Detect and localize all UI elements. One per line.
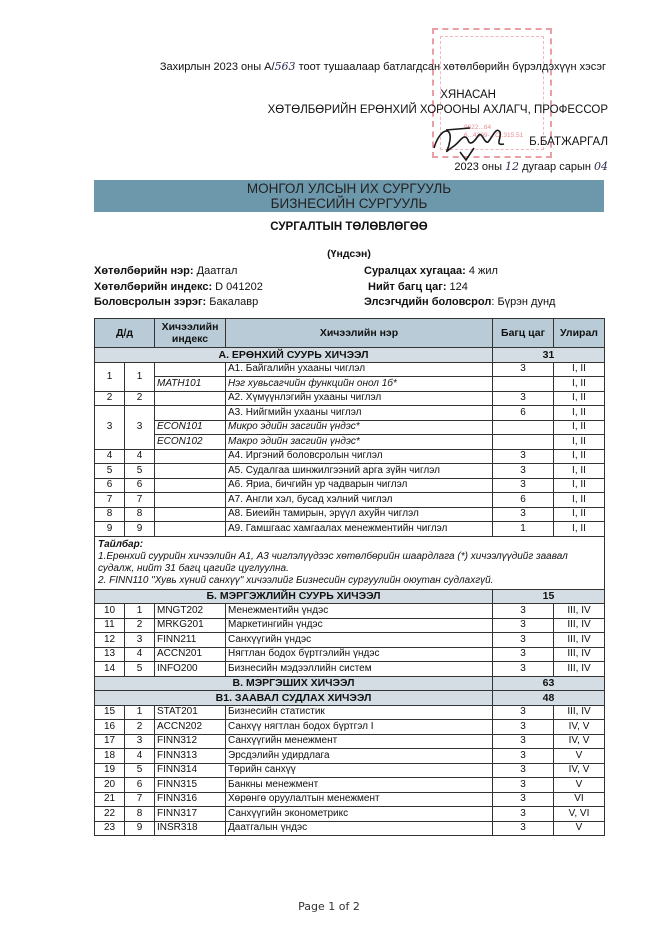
course-name: Нэг хувьсагчийн функцийн онол 1б* — [226, 377, 493, 392]
table-row — [95, 792, 605, 807]
course-semester: I, II — [554, 406, 605, 421]
course-name: Даатгалын үндэс — [226, 821, 493, 836]
table-row — [95, 778, 605, 793]
course-name: А4. Иргэний боловсролын чиглэл — [226, 449, 493, 464]
approval-block — [268, 88, 608, 118]
course-name: Санхүүгийн менежмент — [226, 734, 493, 749]
course-code: FINN315 — [155, 778, 226, 793]
course-credits: 3 — [493, 604, 554, 619]
row-subnumber: 8 — [125, 807, 155, 822]
course-code — [155, 478, 226, 493]
row-number: 4 — [95, 449, 125, 464]
table-row — [95, 493, 605, 508]
entry-row — [364, 295, 555, 311]
table-row — [95, 734, 605, 749]
row-number: 10 — [95, 604, 125, 619]
course-credits: 3 — [493, 662, 554, 677]
course-code — [155, 406, 226, 421]
approver-title: ХӨТӨЛБӨРИЙН ЕРӨНХИЙ ХОРООНЫ АХЛАГЧ, ПРОФЕССОР — [267, 104, 608, 116]
course-code — [155, 522, 226, 537]
row-subnumber: 6 — [125, 478, 155, 493]
course-code — [155, 391, 226, 406]
course-semester: III, IV — [554, 604, 605, 619]
course-name: Нягтлан бодох бүртгэлийн үндэс — [226, 647, 493, 662]
row-subnumber: 2 — [125, 618, 155, 633]
course-credits: 3 — [493, 720, 554, 735]
course-credits: 3 — [493, 763, 554, 778]
row-subnumber: 1 — [125, 705, 155, 720]
row-subnumber: 2 — [125, 391, 155, 406]
course-name: Санхүүгийн эконометрикс — [226, 807, 493, 822]
university-name: МОНГОЛ УЛСЫН ИХ СУРГУУЛЬ — [246, 181, 452, 196]
course-name: А7. Англи хэл, бусад хэлний чиглэл — [226, 493, 493, 508]
degree-label: Боловсролын зэрэг: — [94, 296, 207, 308]
row-subnumber: 4 — [125, 449, 155, 464]
row-subnumber: 5 — [125, 763, 155, 778]
row-subnumber: 3 — [125, 633, 155, 648]
table-row — [95, 522, 605, 537]
course-name: Макро эдийн засгийн үндэс* — [226, 435, 493, 450]
course-name: А9. Гамшгаас хамгаалах менежментийн чиглэл — [226, 522, 493, 537]
course-semester: V — [554, 821, 605, 836]
course-semester: IV, V — [554, 720, 605, 735]
section-a-credits: 31 — [493, 348, 605, 363]
course-code: FINN313 — [155, 749, 226, 764]
curriculum-table — [94, 318, 605, 836]
course-semester: I, II — [554, 522, 605, 537]
note-line-2: 2. FINN110 "Хувь хүний санхүү" хичээлийг Бизнесийн сургуулийн оюутан судлахгүй. — [98, 574, 494, 586]
date-month-label: дугаар сарын — [522, 161, 591, 173]
section-b-title: Б. МЭРГЭЖЛИЙН СУУРЬ ХИЧЭЭЛ — [95, 589, 493, 604]
table-row — [95, 377, 605, 392]
course-code: MATH101 — [155, 377, 226, 392]
course-credits: 3 — [493, 749, 554, 764]
section-v-credits: 63 — [493, 676, 605, 691]
table-row — [95, 391, 605, 406]
row-subnumber: 3 — [125, 406, 155, 450]
course-name: А2. Хүмүүнлэгийн ухааны чиглэл — [226, 391, 493, 406]
row-number: 8 — [95, 507, 125, 522]
row-subnumber: 2 — [125, 720, 155, 735]
row-number: 15 — [95, 705, 125, 720]
course-credits: 3 — [493, 449, 554, 464]
course-name: А1. Байгалийн ухааны чиглэл — [226, 362, 493, 377]
signer-name: Б.БАТЖАРГАЛ — [529, 136, 608, 148]
course-semester: V, VI — [554, 807, 605, 822]
course-name: Бизнесийн мэдээллийн систем — [226, 662, 493, 677]
note-line-1: 1.Ерөнхий суурийн хичээлийн А1, А3 чиглэлүүдээс хөтөлбөрийн шаардлага (*) хичээлүүдийг заавал судалж, нийт 31 багц цагийг цуглуулна. — [98, 550, 568, 574]
table-row — [95, 749, 605, 764]
course-code: ACCN201 — [155, 647, 226, 662]
course-semester: III, IV — [554, 705, 605, 720]
course-code: MRKG201 — [155, 618, 226, 633]
table-row — [95, 821, 605, 836]
section-a-title: А. ЕРӨНХИЙ СУУРЬ ХИЧЭЭЛ — [95, 348, 493, 363]
course-credits: 3 — [493, 633, 554, 648]
course-semester: III, IV — [554, 662, 605, 677]
course-name: А3. Нийгмийн ухааны чиглэл — [226, 406, 493, 421]
row-subnumber: 4 — [125, 647, 155, 662]
row-number: 16 — [95, 720, 125, 735]
note-title: Тайлбар: — [98, 538, 144, 550]
row-number: 20 — [95, 778, 125, 793]
row-number: 6 — [95, 478, 125, 493]
table-row — [95, 435, 605, 450]
course-semester: I, II — [554, 362, 605, 377]
course-semester: I, II — [554, 420, 605, 435]
university-banner — [94, 180, 604, 212]
document-title: СУРГАЛТЫН ТӨЛӨВЛӨГӨӨ — [270, 221, 428, 233]
table-row — [95, 807, 605, 822]
course-name: Эрсдэлийн удирдлага — [226, 749, 493, 764]
row-number: 7 — [95, 493, 125, 508]
course-credits: 6 — [493, 406, 554, 421]
course-code: FINN211 — [155, 633, 226, 648]
course-code: STAT201 — [155, 705, 226, 720]
school-name: БИЗНЕСИЙН СУРГУУЛЬ — [270, 196, 428, 211]
row-number: 23 — [95, 821, 125, 836]
course-semester: I, II — [554, 478, 605, 493]
table-header-row — [95, 319, 605, 348]
course-semester: III, IV — [554, 618, 605, 633]
stamp-code-line-2: 6...4309-...С..315.51 — [464, 132, 524, 139]
course-credits: 3 — [493, 362, 554, 377]
degree-value: Бакалавр — [206, 296, 259, 308]
course-name: Микро эдийн засгийн үндэс* — [226, 420, 493, 435]
date-year: 2023 оны — [454, 161, 502, 173]
note-cell — [95, 536, 605, 589]
program-index-value: D 041202 — [212, 280, 263, 293]
course-credits — [493, 377, 554, 392]
row-subnumber: 6 — [125, 778, 155, 793]
section-row — [95, 348, 605, 363]
section-v-title: В. МЭРГЭШИХ ХИЧЭЭЛ — [95, 676, 493, 691]
approved-label: ХЯНАСАН — [440, 89, 496, 101]
decree-number: 563 — [274, 60, 296, 73]
credits-label: Нийт багц цаг: — [368, 280, 447, 293]
course-credits: 3 — [493, 507, 554, 522]
course-name: Санхүүгийн үндэс — [226, 633, 493, 648]
course-credits: 3 — [493, 618, 554, 633]
table-row — [95, 647, 605, 662]
table-row — [95, 449, 605, 464]
credits-row — [364, 280, 555, 296]
course-credits — [493, 435, 554, 450]
header-semester: Улирал — [554, 319, 605, 348]
row-subnumber: 1 — [125, 362, 155, 391]
row-subnumber: 1 — [125, 604, 155, 619]
section-row — [95, 691, 605, 706]
course-code: INFO200 — [155, 662, 226, 677]
row-subnumber: 9 — [125, 522, 155, 537]
decree-prefix: Захирлын 2023 оны А/ — [159, 61, 275, 73]
course-code: MNGT202 — [155, 604, 226, 619]
header-credits: Багц цаг — [493, 319, 554, 348]
page-number: Page 1 of 2 — [298, 900, 360, 913]
row-subnumber: 7 — [125, 792, 155, 807]
row-number: 22 — [95, 807, 125, 822]
course-semester: I, II — [554, 507, 605, 522]
course-code: ECON102 — [155, 435, 226, 450]
course-credits: 3 — [493, 705, 554, 720]
course-code: ECON101 — [155, 420, 226, 435]
row-number: 14 — [95, 662, 125, 677]
header-index: Хичээлийн индекс — [155, 319, 226, 348]
program-index-label: Хөтөлбөрийн индекс: — [94, 280, 213, 293]
course-credits: 3 — [493, 391, 554, 406]
course-semester: I, II — [554, 377, 605, 392]
course-semester: I, II — [554, 435, 605, 450]
duration-value: 4 жил — [465, 265, 498, 277]
course-credits: 3 — [493, 478, 554, 493]
row-subnumber: 9 — [125, 821, 155, 836]
course-credits: 3 — [493, 807, 554, 822]
row-subnumber: 5 — [125, 464, 155, 479]
table-row — [95, 705, 605, 720]
course-name: Маркетингийн үндэс — [226, 618, 493, 633]
note-row — [95, 536, 605, 589]
course-semester: V — [554, 749, 605, 764]
section-row — [95, 589, 605, 604]
course-name: А8. Биеийн тамирын, эрүүл ахуйн чиглэл — [226, 507, 493, 522]
row-number: 3 — [95, 406, 125, 450]
row-subnumber: 4 — [125, 749, 155, 764]
row-subnumber: 5 — [125, 662, 155, 677]
course-code — [155, 464, 226, 479]
table-row — [95, 464, 605, 479]
row-number: 1 — [95, 362, 125, 391]
table-row — [95, 604, 605, 619]
program-name-value: Даатгал — [193, 265, 238, 277]
row-number: 9 — [95, 522, 125, 537]
course-credits: 3 — [493, 792, 554, 807]
table-row — [95, 478, 605, 493]
header-name: Хичээлийн нэр — [226, 319, 493, 348]
course-credits: 3 — [493, 734, 554, 749]
decree-line — [130, 60, 606, 73]
table-row — [95, 618, 605, 633]
approval-date — [454, 160, 608, 173]
signature-icon — [430, 118, 520, 162]
table-row — [95, 406, 605, 421]
program-name-row — [94, 264, 263, 280]
row-number: 21 — [95, 792, 125, 807]
course-name: Төрийн санхүү — [226, 763, 493, 778]
course-semester: III, IV — [554, 633, 605, 648]
date-month: 12 — [505, 160, 520, 173]
header-num: Д/д — [95, 319, 155, 348]
course-credits: 3 — [493, 464, 554, 479]
table-row — [95, 362, 605, 377]
course-name: Хөрөнгө оруулалтын менежмент — [226, 792, 493, 807]
course-credits: 1 — [493, 522, 554, 537]
table-row — [95, 720, 605, 735]
duration-label: Суралцах хугацаа: — [364, 265, 466, 277]
course-code: FINN317 — [155, 807, 226, 822]
course-name: А6. Яриа, бичгийн ур чадварын чиглэл — [226, 478, 493, 493]
program-name-label: Хөтөлбөрийн нэр: — [94, 265, 194, 277]
row-number: 13 — [95, 647, 125, 662]
date-day: 04 — [594, 160, 608, 173]
row-number: 19 — [95, 763, 125, 778]
row-number: 2 — [95, 391, 125, 406]
course-semester: IV, V — [554, 763, 605, 778]
course-credits — [493, 420, 554, 435]
row-subnumber: 8 — [125, 507, 155, 522]
course-semester: I, II — [554, 449, 605, 464]
course-semester: I, II — [554, 391, 605, 406]
course-semester: I, II — [554, 464, 605, 479]
entry-value: : Бүрэн дунд — [491, 296, 556, 308]
course-code: FINN312 — [155, 734, 226, 749]
section-row — [95, 676, 605, 691]
course-code — [155, 493, 226, 508]
course-name: Бизнесийн статистик — [226, 705, 493, 720]
document-subtitle: (Үндсэн) — [327, 248, 371, 260]
credits-value: 124 — [446, 280, 468, 293]
program-meta-right — [364, 264, 555, 311]
course-name: Санхүү нягтлан бодох бүртгэл I — [226, 720, 493, 735]
row-number: 12 — [95, 633, 125, 648]
course-name: А5. Судалгаа шинжилгээний арга зүйн чиглэл — [226, 464, 493, 479]
course-code — [155, 507, 226, 522]
row-number: 5 — [95, 464, 125, 479]
course-semester: VI — [554, 792, 605, 807]
section-b-credits: 15 — [493, 589, 605, 604]
degree-row — [94, 295, 263, 311]
course-credits: 3 — [493, 821, 554, 836]
course-code — [155, 449, 226, 464]
course-semester: V — [554, 778, 605, 793]
table-row — [95, 507, 605, 522]
section-v1-credits: 48 — [493, 691, 605, 706]
duration-row — [364, 264, 555, 280]
course-code — [155, 362, 226, 377]
program-index-row — [94, 280, 263, 296]
course-name: Банкны менежмент — [226, 778, 493, 793]
row-subnumber: 3 — [125, 734, 155, 749]
course-code: FINN316 — [155, 792, 226, 807]
entry-label: Элсэгчдийн боловсрол — [364, 296, 492, 308]
row-subnumber: 7 — [125, 493, 155, 508]
course-name: Менежментийн үндэс — [226, 604, 493, 619]
course-semester: I, II — [554, 493, 605, 508]
row-number: 17 — [95, 734, 125, 749]
row-number: 18 — [95, 749, 125, 764]
course-credits: 3 — [493, 778, 554, 793]
decree-suffix: тоот тушаалаар батлагдсан хөтөлбөрийн бүрэлдэхүүн хэсэг — [298, 61, 606, 73]
stamp-code-line-1: 9622...64 — [464, 124, 492, 131]
course-semester: IV, V — [554, 734, 605, 749]
course-credits: 3 — [493, 647, 554, 662]
course-code: ACCN202 — [155, 720, 226, 735]
section-v1-title: В1. ЗААВАЛ СУДЛАХ ХИЧЭЭЛ — [95, 691, 493, 706]
course-semester: III, IV — [554, 647, 605, 662]
table-row — [95, 633, 605, 648]
program-meta-left — [94, 264, 263, 311]
table-row — [95, 662, 605, 677]
course-credits: 6 — [493, 493, 554, 508]
course-code: INSR318 — [155, 821, 226, 836]
row-number: 11 — [95, 618, 125, 633]
course-code: FINN314 — [155, 763, 226, 778]
table-row — [95, 763, 605, 778]
table-row — [95, 420, 605, 435]
